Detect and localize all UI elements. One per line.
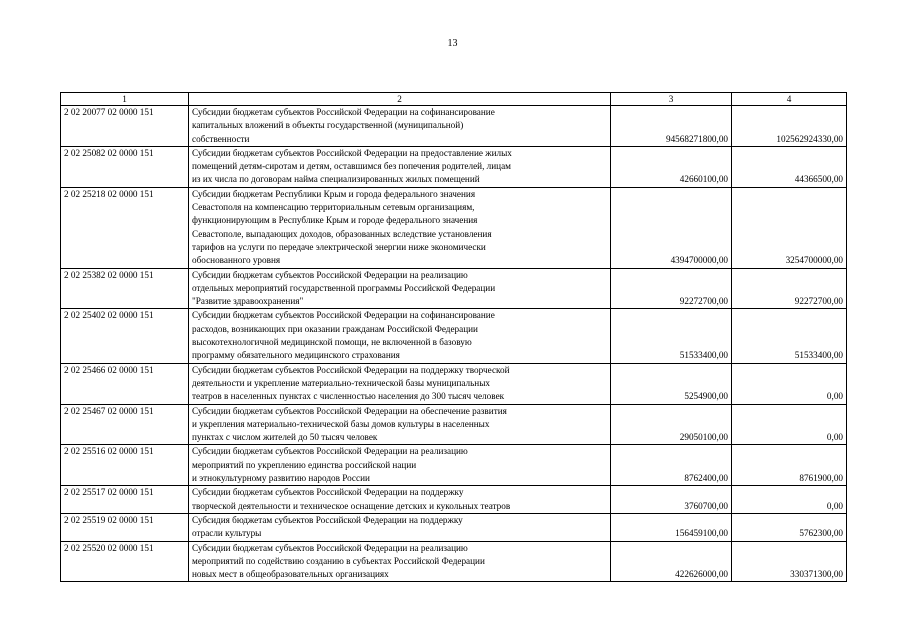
amount-column-3-cell: 8762400,00 [611, 445, 732, 486]
description-cell [189, 268, 611, 309]
amount-column-4-cell: 44366500,00 [732, 146, 847, 187]
table-row [61, 187, 847, 268]
amount-column-4-cell: 3254700000,00 [732, 187, 847, 268]
amount-column-3-cell: 422626000,00 [611, 541, 732, 582]
column-header-1: 1 [61, 93, 189, 106]
amount-column-3-cell: 94568271800,00 [611, 106, 732, 147]
table-row [61, 445, 847, 486]
description-line: отдельных мероприятий государственной программы Российской Федерации [192, 282, 496, 293]
description-line: Субсидии бюджетам субъектов Российской Федерации на поддержку [192, 487, 464, 498]
description-line: программу обязательного медицинского страхования [192, 350, 400, 361]
description-line: Субсидии бюджетам субъектов Российской Федерации на софинансирование [192, 310, 495, 321]
table-row [61, 404, 847, 445]
amount-column-4-cell: 0,00 [732, 486, 847, 514]
table-row [61, 106, 847, 147]
description-line: Субсидии бюджетам Республики Крым и города федерального значения [192, 188, 476, 199]
budget-code-cell: 2 02 25382 02 0000 151 [61, 268, 189, 309]
description-cell [189, 404, 611, 445]
description-line: мероприятий по укреплению единства российской нации [192, 459, 417, 470]
description-line: деятельности и укрепление материально-технической базы муниципальных [192, 377, 490, 388]
page-number: 13 [447, 38, 458, 49]
description-line: отрасли культуры [192, 528, 262, 539]
budget-table [60, 92, 847, 582]
description-line: из их числа по договорам найма специализированных жилых помещений [192, 174, 480, 185]
budget-code-cell: 2 02 25516 02 0000 151 [61, 445, 189, 486]
description-line: помещений детям-сиротам и детям, оставшимся без попечения родителей, лицам [192, 161, 511, 172]
budget-code-cell: 2 02 20077 02 0000 151 [61, 106, 189, 147]
description-line: собственности [192, 133, 250, 144]
description-line: Севастополе, выпадающих доходов, образованных вследствие установления [192, 228, 492, 239]
description-line: капитальных вложений в объекты государственной (муниципальной) [192, 120, 464, 131]
description-line: Субсидии бюджетам субъектов Российской Федерации на поддержку творческой [192, 364, 510, 375]
amount-column-3-cell: 156459100,00 [611, 513, 732, 541]
amount-column-4-cell: 51533400,00 [732, 309, 847, 363]
amount-column-3-cell: 4394700000,00 [611, 187, 732, 268]
budget-code-cell: 2 02 25520 02 0000 151 [61, 541, 189, 582]
table-row [61, 486, 847, 514]
description-cell [189, 445, 611, 486]
description-line: Субсидии бюджетам субъектов Российской Федерации на предоставление жилых [192, 147, 512, 158]
description-line: пунктах с числом жителей до 50 тысяч человек [192, 432, 378, 443]
table-row [61, 513, 847, 541]
description-line: "Развитие здравоохранения" [192, 296, 304, 307]
description-line: и укрепления материально-технической базы домов культуры в населенных [192, 418, 490, 429]
column-header-4: 4 [732, 93, 847, 106]
budget-code-cell: 2 02 25082 02 0000 151 [61, 146, 189, 187]
description-line: Субсидии бюджетам субъектов Российской Федерации на реализацию [192, 269, 468, 280]
table-row [61, 541, 847, 582]
description-line: новых мест в общеобразовательных организациях [192, 569, 389, 580]
table-body [61, 93, 847, 582]
description-line: театров в населенных пунктах с численностью населения до 300 тысяч человек [192, 391, 505, 402]
table-row [61, 268, 847, 309]
table-row [61, 363, 847, 404]
description-cell [189, 486, 611, 514]
description-cell [189, 187, 611, 268]
amount-column-3-cell: 42660100,00 [611, 146, 732, 187]
amount-column-4-cell: 8761900,00 [732, 445, 847, 486]
description-line: Субсидии бюджетам субъектов Российской Федерации на обеспечение развития [192, 405, 507, 416]
description-cell [189, 513, 611, 541]
budget-code-cell: 2 02 25517 02 0000 151 [61, 486, 189, 514]
table-row [61, 146, 847, 187]
amount-column-3-cell: 3760700,00 [611, 486, 732, 514]
amount-column-4-cell: 0,00 [732, 404, 847, 445]
budget-code-cell: 2 02 25218 02 0000 151 [61, 187, 189, 268]
amount-column-4-cell: 5762300,00 [732, 513, 847, 541]
budget-code-cell: 2 02 25467 02 0000 151 [61, 404, 189, 445]
amount-column-4-cell: 92272700,00 [732, 268, 847, 309]
description-line: Субсидия бюджетам субъектов Российской Федерации на поддержку [192, 514, 463, 525]
table-header-row [61, 93, 847, 106]
description-cell [189, 363, 611, 404]
amount-column-3-cell: 29050100,00 [611, 404, 732, 445]
description-line: обоснованного уровня [192, 255, 281, 266]
description-line: тарифов на услуги по передаче электрической энергии ниже экономически [192, 241, 486, 252]
description-line: Субсидии бюджетам субъектов Российской Федерации на софинансирование [192, 107, 495, 117]
budget-code-cell: 2 02 25466 02 0000 151 [61, 363, 189, 404]
column-header-3: 3 [611, 93, 732, 106]
budget-code-cell: 2 02 25402 02 0000 151 [61, 309, 189, 363]
column-header-2: 2 [189, 93, 611, 106]
description-cell [189, 106, 611, 147]
description-line: мероприятий по содействию созданию в субъектах Российской Федерации [192, 555, 485, 566]
table-row [61, 309, 847, 363]
description-cell [189, 146, 611, 187]
description-cell [189, 309, 611, 363]
description-line: творческой деятельности и техническое оснащение детских и кукольных театров [192, 500, 511, 511]
amount-column-4-cell: 102562924330,00 [732, 106, 847, 147]
amount-column-4-cell: 0,00 [732, 363, 847, 404]
amount-column-4-cell: 330371300,00 [732, 541, 847, 582]
description-line: Субсидии бюджетам субъектов Российской Федерации на реализацию [192, 446, 468, 457]
description-cell [189, 541, 611, 582]
description-line: и этнокультурному развитию народов России [192, 473, 370, 484]
description-line: расходов, возникающих при оказании гражданам Российской Федерации [192, 323, 478, 334]
amount-column-3-cell: 92272700,00 [611, 268, 732, 309]
description-line: Севастополя на компенсацию территориальным сетевым организациям, [192, 202, 475, 213]
description-line: высокотехнологичной медицинской помощи, не включенной в базовую [192, 337, 472, 348]
budget-code-cell: 2 02 25519 02 0000 151 [61, 513, 189, 541]
amount-column-3-cell: 5254900,00 [611, 363, 732, 404]
description-line: функционирующим в Республике Крым и городе федерального значения [192, 215, 478, 226]
amount-column-3-cell: 51533400,00 [611, 309, 732, 363]
description-line: Субсидии бюджетам субъектов Российской Федерации на реализацию [192, 542, 468, 553]
